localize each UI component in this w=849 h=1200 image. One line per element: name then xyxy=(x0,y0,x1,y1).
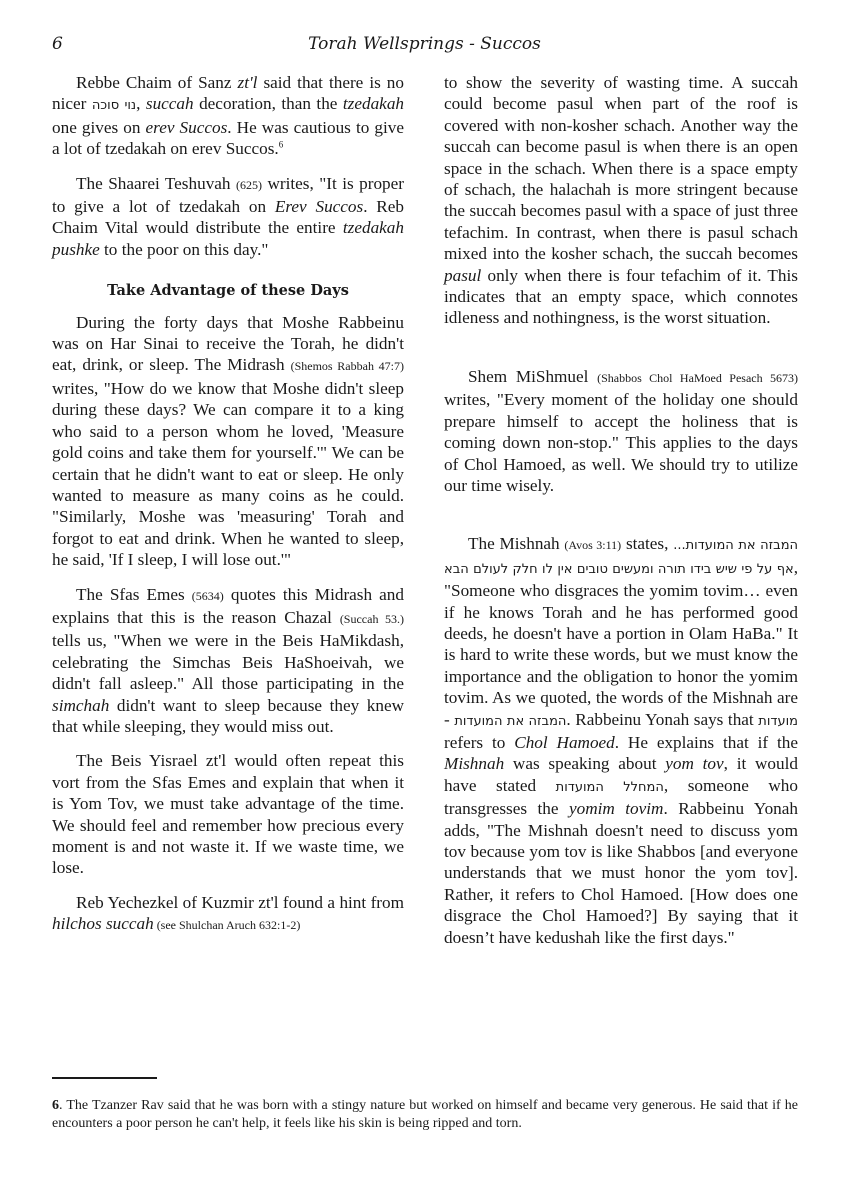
paragraph-sfas-emes xyxy=(52,584,404,738)
hebrew-text: המבזה את המועדות xyxy=(454,713,567,729)
text: decoration, than the xyxy=(193,94,343,114)
italic-text: yomim tovim xyxy=(568,799,664,819)
footnote-reference[interactable]: 6 xyxy=(278,139,284,150)
text: one gives on xyxy=(52,117,146,137)
footnote-number: 6 xyxy=(52,1098,59,1113)
italic-text: succah xyxy=(145,94,194,114)
source-citation: (5634) xyxy=(191,588,224,603)
italic-text: hilchos succah xyxy=(52,914,154,934)
section-heading: Take Advantage of these Days xyxy=(107,282,349,300)
text: . Reb Chaim Vital would distribute the entire xyxy=(52,197,404,238)
hebrew-text: מועדות xyxy=(758,713,798,729)
paragraph-kuzmir xyxy=(52,892,404,937)
source-citation: (Shemos Rabbah 47:7) xyxy=(290,359,404,374)
text: said that there is no nicer xyxy=(52,73,404,114)
spacer xyxy=(444,342,798,366)
source-citation: (Succah 53.) xyxy=(339,611,404,626)
footnote-text: . The Tzanzer Rav said that he was born with a stingy nature but worked on himself and became very generous. He said that if he encounters a poor person he can't help, it feels like his skin is being ripped and torn. xyxy=(52,1098,798,1131)
text: Shem MiShmuel xyxy=(468,366,598,386)
italic-text: yom tov xyxy=(665,754,724,774)
source-citation: (see Shulchan Aruch 632:1-2) xyxy=(153,918,301,933)
text: . He was cautious to give a lot of tzedakah on erev Succos. xyxy=(52,117,404,159)
text: writes, "Every moment of the holiday one should prepare himself to accept the holiness that is coming down non-stop." This applies to the days of Chol Hamoed, as well. We should try to utilize our time wisely. xyxy=(444,390,798,495)
right-column xyxy=(444,72,798,961)
italic-text: tzedakah xyxy=(342,94,405,114)
text: Rebbe Chaim of Sanz xyxy=(76,73,238,92)
left-column xyxy=(52,72,404,950)
paragraph-sanz xyxy=(52,72,404,160)
text: During the forty days that Moshe Rabbeinu was on Har Sinai to receive the Torah, he didn't eat, drink, or sleep. The Midrash xyxy=(52,312,404,375)
italic-text: simchah xyxy=(52,695,110,715)
text: refers to xyxy=(444,732,515,752)
italic-text: pasul xyxy=(444,265,482,285)
footnote-divider xyxy=(52,1077,157,1079)
text: The Mishnah xyxy=(468,534,565,554)
footnote-6 xyxy=(52,1097,798,1133)
text: writes, "It is proper to give a lot of tzedakah on xyxy=(52,173,404,217)
paragraph-shaarei-teshuvah xyxy=(52,173,404,261)
text: . He explains that if the xyxy=(614,732,798,752)
text: , it would have stated xyxy=(444,754,798,795)
text: didn't want to sleep because they knew that while sleeping, they would miss out. xyxy=(52,695,404,736)
text: . Rabbeinu Yonah says that xyxy=(566,709,759,729)
text: , xyxy=(136,94,146,114)
source-citation: (Shabbos Chol HaMoed Pesach 5673) xyxy=(597,370,798,385)
text: quotes this Midrash and explains that this is the reason Chazal xyxy=(52,584,404,627)
text: The Sfas Emes xyxy=(76,584,192,604)
page-number: 6 xyxy=(52,34,63,54)
hebrew-text: נוי סוכה xyxy=(91,98,137,114)
text: was speaking about xyxy=(504,754,666,774)
italic-text: Chol Hamoed xyxy=(514,732,615,752)
text: , "Someone who disgraces the yomim tovim… even if he knows Torah and he has performed good deeds, he doesn't have a portion in Olam HaBa." It is hard to write these words, but we must know the importance and the obligation to honor the yomim tovim. As we quoted, the words of the Mishnah are - xyxy=(444,557,798,729)
text: tells us, "When we were in the Beis HaMikdash, celebrating the Simchas Beis HaShoeivah, we didn't fall asleep." All those participating in the xyxy=(52,631,404,694)
text: to show the severity of wasting time. A succah could become pasul when part of the roof is covered with non-kosher schach. Another way the succah can become pasul is when there is an open space in the schach. When there is a space empty of schach, the halachah is more stringent because the succah becomes pasul with a space of just three tefachim. In contrast, when there is pasul schach mixed into the kosher schach, the succah becomes xyxy=(444,73,798,264)
source-citation: (Avos 3:11) xyxy=(564,538,622,553)
italic-text: Mishnah xyxy=(444,754,505,774)
paragraph-shem-mishmuel xyxy=(444,366,798,496)
source-citation: (625) xyxy=(235,177,262,192)
paragraph-mishnah xyxy=(444,533,798,948)
spacer xyxy=(444,509,798,533)
hebrew-text: המבזה את המועדות... אף על פי שיש בידו תורה ומעשים טובים אין לו חלק לעולם הבא xyxy=(444,538,799,577)
text: The Shaarei Teshuvah xyxy=(76,173,236,193)
text: . Rabbeinu Yonah adds, "The Mishnah doesn't need to discuss yom tov because yom tov is like Shabbos [and everyone understands that we must honor the yom tov]. Rather, it refers to Chol Hamoed. [How does one disgrace the Chol Hamoed?] By saying that it doesn’t have kedushah like the first days." xyxy=(444,799,798,947)
text: to the poor on this day." xyxy=(99,239,269,259)
paragraph-moshe xyxy=(52,312,404,571)
running-header xyxy=(52,30,797,58)
paragraph-beis-yisrael: The Beis Yisrael zt'l would often repeat this vort from the Sfas Emes and explain that when it is Yom Tov, we must take advantage of the time. We should feel and remember how precious every moment is and not waste it. If we waste time, we lose. xyxy=(52,751,404,878)
italic-text: zt'l xyxy=(237,73,258,92)
hebrew-text: המחלל המועדות xyxy=(555,779,664,795)
text: , someone who transgresses the xyxy=(444,775,798,819)
italic-text: erev Succos xyxy=(145,117,228,137)
italic-text: tzedakah pushke xyxy=(52,218,404,259)
book-title: Torah Wellsprings - Succos xyxy=(308,34,541,54)
italic-text: Erev Succos xyxy=(274,197,364,217)
text: writes, "How do we know that Moshe didn't sleep during these days? We can compare it to a king who said to a person whom he loved, 'Measure gold coins and take them for yourself.'" We can be certain that he didn't want to eat or sleep. He only wanted to measure as many coins as he could. "Similarly, Moshe was 'measuring' Torah and forgot to eat and drink. When he wanted to sleep, he said, 'If I sleep, I will lose out.'" xyxy=(52,378,404,570)
paragraph-schach xyxy=(444,72,798,329)
text: Reb Yechezkel of Kuzmir zt'l found a hint from xyxy=(76,892,404,912)
text: states, xyxy=(621,534,674,554)
text: only when there is four tefachim of it. This indicates that an empty space, which connotes idleness and nothingness, is the worst situation. xyxy=(444,265,798,328)
